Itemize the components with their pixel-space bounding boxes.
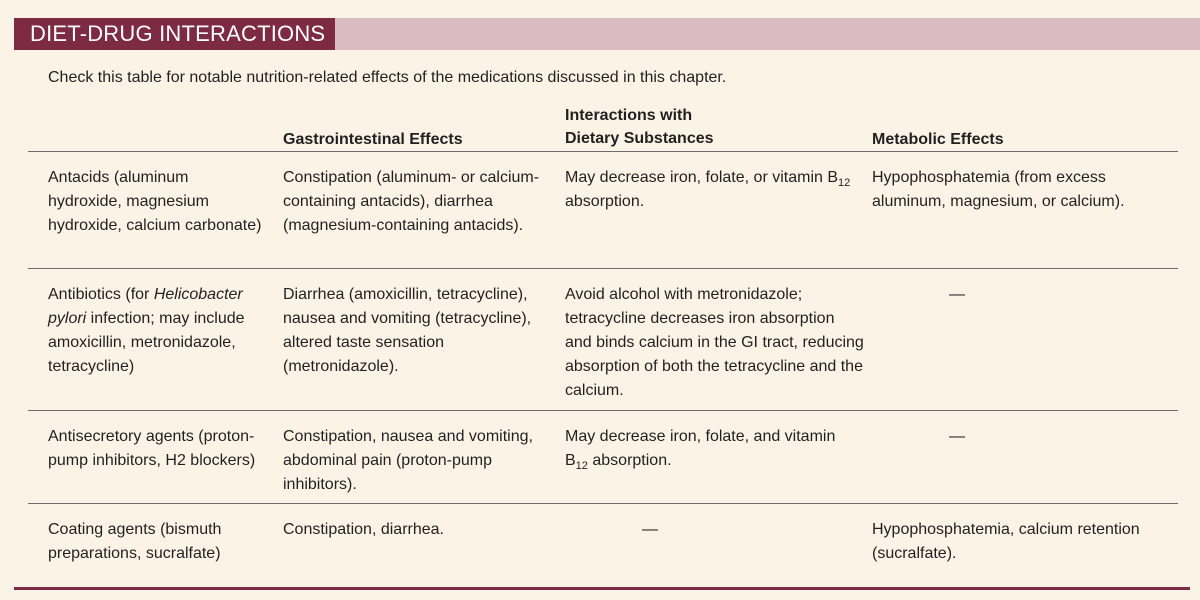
row2-rule xyxy=(28,410,1178,411)
row3-metabolic: — xyxy=(949,428,965,445)
row4-drug: Coating agents (bismuth preparations, sucralfate) xyxy=(48,521,222,562)
row1-interactions-text: May decrease iron, folate, or vitamin B xyxy=(565,169,839,186)
row2-drug-tail: infection; may include amoxicillin, metronidazole, tetracycline) xyxy=(48,310,245,375)
title-accent xyxy=(14,18,22,50)
row2-metabolic: — xyxy=(949,286,965,303)
header-metabolic: Metabolic Effects xyxy=(872,131,1004,148)
row3-interactions-text: May decrease iron, folate, and vitamin B xyxy=(565,428,836,469)
row1-interactions-sub: 12 xyxy=(838,177,851,189)
row3-interactions-sub: 12 xyxy=(575,460,588,472)
header-interactions xyxy=(565,104,714,150)
row3-drug: Antisecretory agents (proton-pump inhibitors, H2 blockers) xyxy=(48,428,256,469)
row1-metabolic: Hypophosphatemia (from excess aluminum, magnesium, or calcium). xyxy=(872,169,1125,210)
row4-interactions: — xyxy=(642,521,658,538)
row3-gi: Constipation, nausea and vomiting, abdominal pain (proton-pump inhibitors). xyxy=(283,428,533,493)
row1-rule xyxy=(28,268,1178,269)
row2-interactions: Avoid alcohol with metronidazole; tetracycline decreases iron absorption and binds calcium in the GI tract, reducing absorption of both the tetracycline and the calcium. xyxy=(565,286,864,399)
row3-interactions-tail: absorption. xyxy=(587,452,672,469)
row1-drug: Antacids (aluminum hydroxide, magnesium hydroxide, calcium carbonate) xyxy=(48,169,262,234)
row2-drug-text: Antibiotics (for xyxy=(48,286,154,303)
title-bar xyxy=(14,18,1200,50)
header-rule xyxy=(28,151,1178,152)
row1-interactions xyxy=(565,166,855,214)
row3-interactions xyxy=(565,425,855,473)
row2-drug-italic: Helicobacter pylori xyxy=(48,286,243,327)
header-interactions-line2: Dietary Substances xyxy=(565,130,714,147)
header-interactions-line1: Interactions with xyxy=(565,107,693,124)
table-title: DIET-DRUG INTERACTIONS xyxy=(22,18,335,50)
row1-gi: Constipation (aluminum- or calcium-containing antacids), diarrhea (magnesium-containing antacids). xyxy=(283,169,540,234)
row1-interactions-tail: absorption. xyxy=(565,193,645,210)
row3-rule xyxy=(28,503,1178,504)
row2-drug xyxy=(48,283,273,379)
intro-text: Check this table for notable nutrition-related effects of the medications discussed in this chapter. xyxy=(48,69,727,86)
row4-gi: Constipation, diarrhea. xyxy=(283,521,444,538)
table-bottom-rule xyxy=(14,587,1190,590)
row2-gi: Diarrhea (amoxicillin, tetracycline), nausea and vomiting (tetracycline), altered taste sensation (metronidazole). xyxy=(283,286,532,375)
row4-metabolic: Hypophosphatemia, calcium retention (sucralfate). xyxy=(872,521,1140,562)
header-gastrointestinal: Gastrointestinal Effects xyxy=(283,131,463,148)
